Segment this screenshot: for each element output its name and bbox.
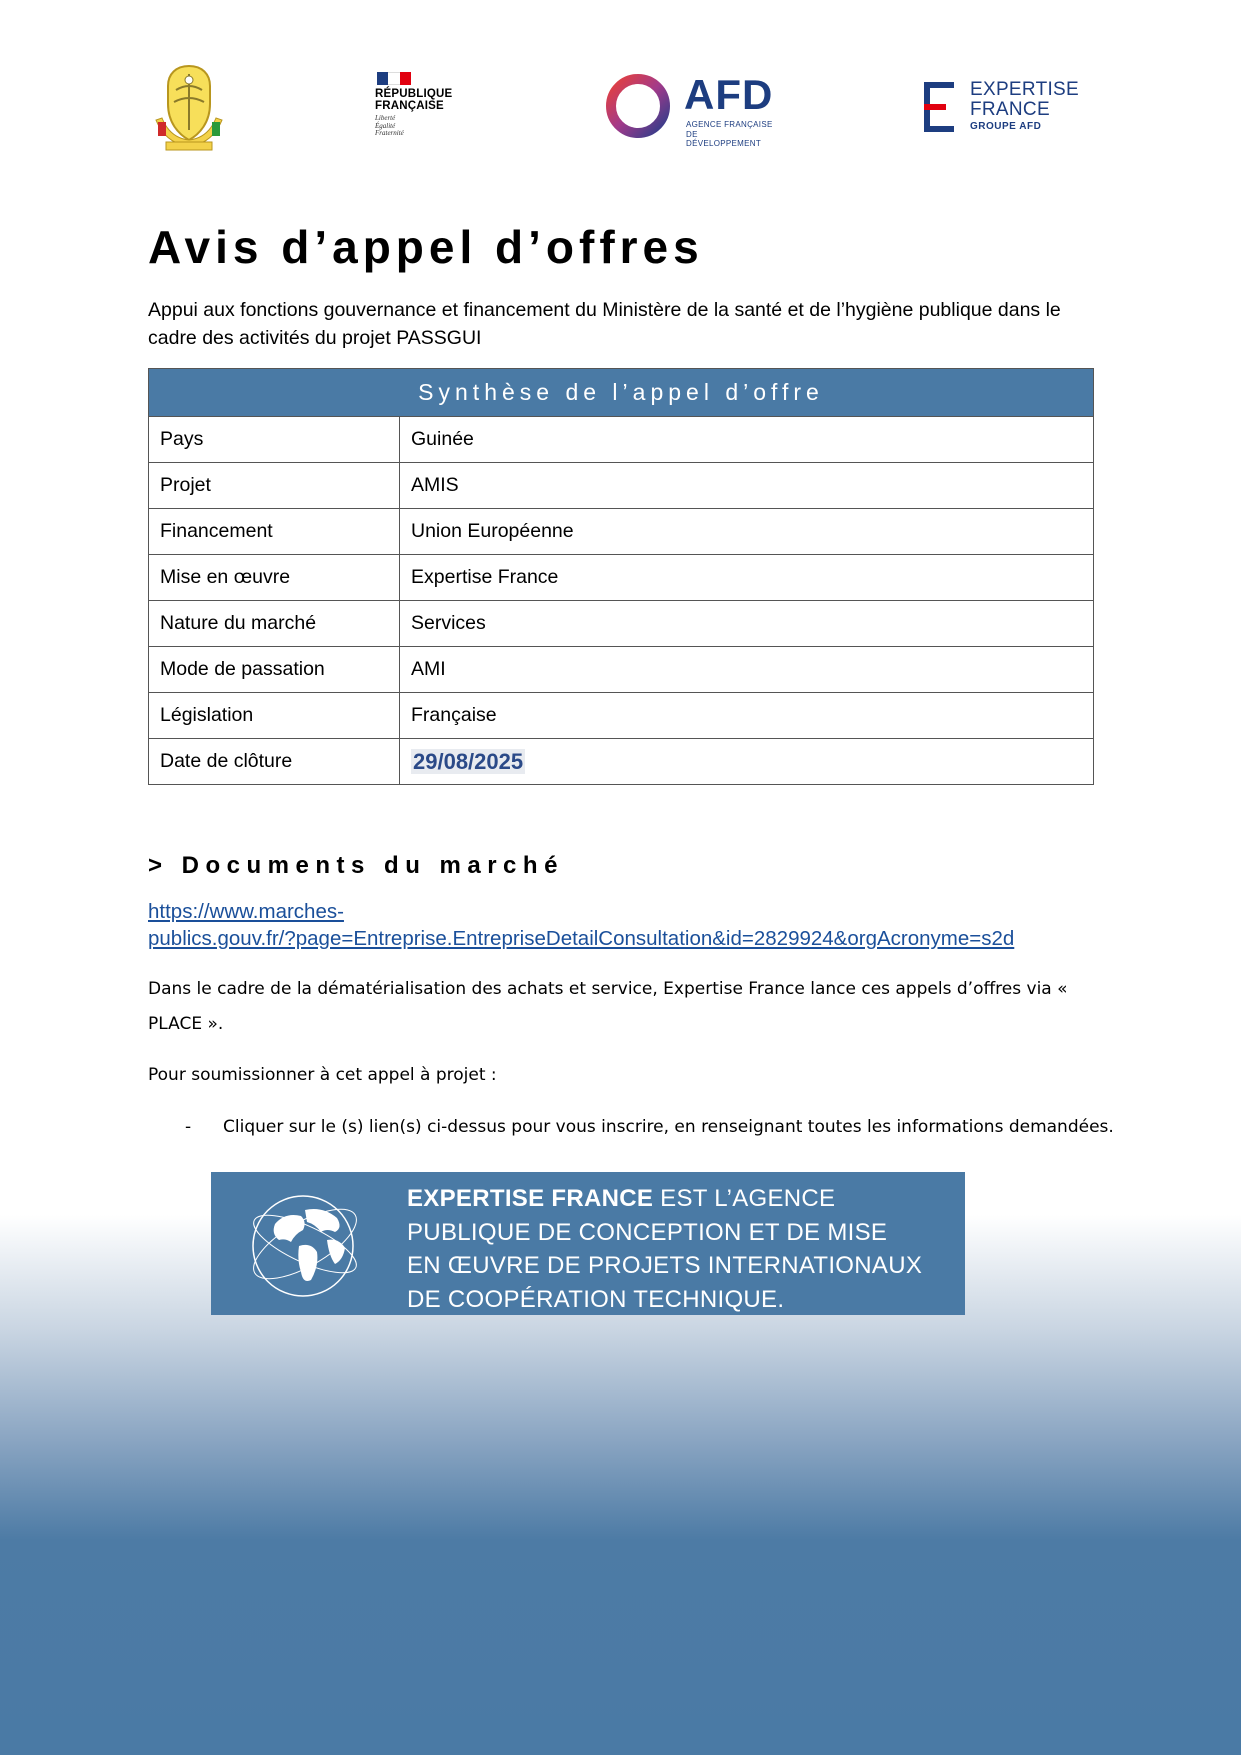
row-value: Services: [400, 601, 1094, 647]
guinea-coat-of-arms-logo: [146, 60, 232, 156]
row-key: Législation: [149, 693, 400, 739]
banner-bold: EXPERTISE FRANCE: [407, 1185, 654, 1212]
page-title: Avis d’appel d’offres: [148, 221, 704, 273]
banner-line2: PUBLIQUE DE CONCEPTION ET DE MISE: [407, 1218, 888, 1246]
closing-date: 29/08/2025: [413, 748, 524, 774]
banner-rest: EST L’AGENCE: [653, 1185, 836, 1212]
documents-link-line1: https://www.marches-: [148, 900, 344, 923]
table-row: [149, 555, 1094, 601]
rf-name: RÉPUBLIQUE FRANÇAISE: [375, 88, 453, 112]
afd-name: AFD: [684, 71, 774, 118]
afd-logo: [604, 70, 774, 148]
table-row: [149, 601, 1094, 647]
afd-subtitle: AGENCE FRANÇAISE DE DÉVELOPPEMENT: [686, 120, 773, 148]
row-key: Mode de passation: [149, 647, 400, 693]
row-key: Financement: [149, 509, 400, 555]
table-row: [149, 463, 1094, 509]
french-flag-icon: [377, 72, 411, 85]
row-value: AMI: [400, 647, 1094, 693]
submission-paragraph: Pour soumissionner à cet appel à projet :: [148, 1065, 497, 1085]
coat-of-arms-icon: [146, 60, 232, 156]
banner-line4: DE COOPÉRATION TECHNIQUE.: [407, 1285, 785, 1313]
globe-icon: [245, 1184, 367, 1306]
table-row: [149, 693, 1094, 739]
row-value: Union Européenne: [400, 509, 1094, 555]
table-row: [149, 509, 1094, 555]
documents-link[interactable]: [148, 898, 1128, 952]
row-key: Date de clôture: [149, 739, 400, 785]
row-key: Mise en œuvre: [149, 555, 400, 601]
afd-ring-icon: [604, 72, 672, 140]
row-value: [400, 739, 1094, 785]
ef-name: EXPERTISE FRANCE: [970, 79, 1079, 120]
row-value: Expertise France: [400, 555, 1094, 601]
bullet-text: Cliquer sur le (s) lien(s) ci-dessus pour vous inscrire, en renseignant toutes les informations demandées.: [223, 1117, 1114, 1137]
expertise-france-mark-icon: [924, 82, 954, 132]
row-key: Pays: [149, 417, 400, 463]
table-row: [149, 417, 1094, 463]
summary-header: Synthèse de l’appel d’offre: [149, 369, 1094, 417]
ef-subtitle: GROUPE AFD: [970, 121, 1042, 132]
table-row: [149, 647, 1094, 693]
row-key: Nature du marché: [149, 601, 400, 647]
rf-motto: Liberté Égalité Fraternité: [375, 114, 404, 137]
summary-table: [148, 368, 1094, 785]
documents-section-title: > Documents du marché: [148, 852, 564, 879]
table-row: [149, 739, 1094, 785]
expertise-france-logo: [924, 79, 1079, 136]
republique-francaise-logo: [375, 72, 465, 142]
row-key: Projet: [149, 463, 400, 509]
row-value: Française: [400, 693, 1094, 739]
row-value: AMIS: [400, 463, 1094, 509]
row-value: Guinée: [400, 417, 1094, 463]
expertise-france-banner: [211, 1172, 965, 1315]
page-subtitle: Appui aux fonctions gouvernance et financement du Ministère de la santé et de l’hygiène publique dans le cadre des activités du projet PASSGUI: [148, 299, 1061, 349]
banner-text: [407, 1182, 922, 1316]
banner-line3: EN ŒUVRE DE PROJETS INTERNATIONAUX: [407, 1252, 923, 1279]
list-item: [185, 1110, 1114, 1145]
bullet-dash: -: [185, 1117, 192, 1137]
documents-link-line2: publics.gouv.fr/?page=Entreprise.EntrepriseDetailConsultation&id=2829924&orgAcronyme=s2d: [148, 927, 1015, 950]
dematerialisation-paragraph: Dans le cadre de la dématérialisation des achats et service, Expertise France lance ces appels d’offres via « PLACE ».: [148, 979, 1068, 1034]
